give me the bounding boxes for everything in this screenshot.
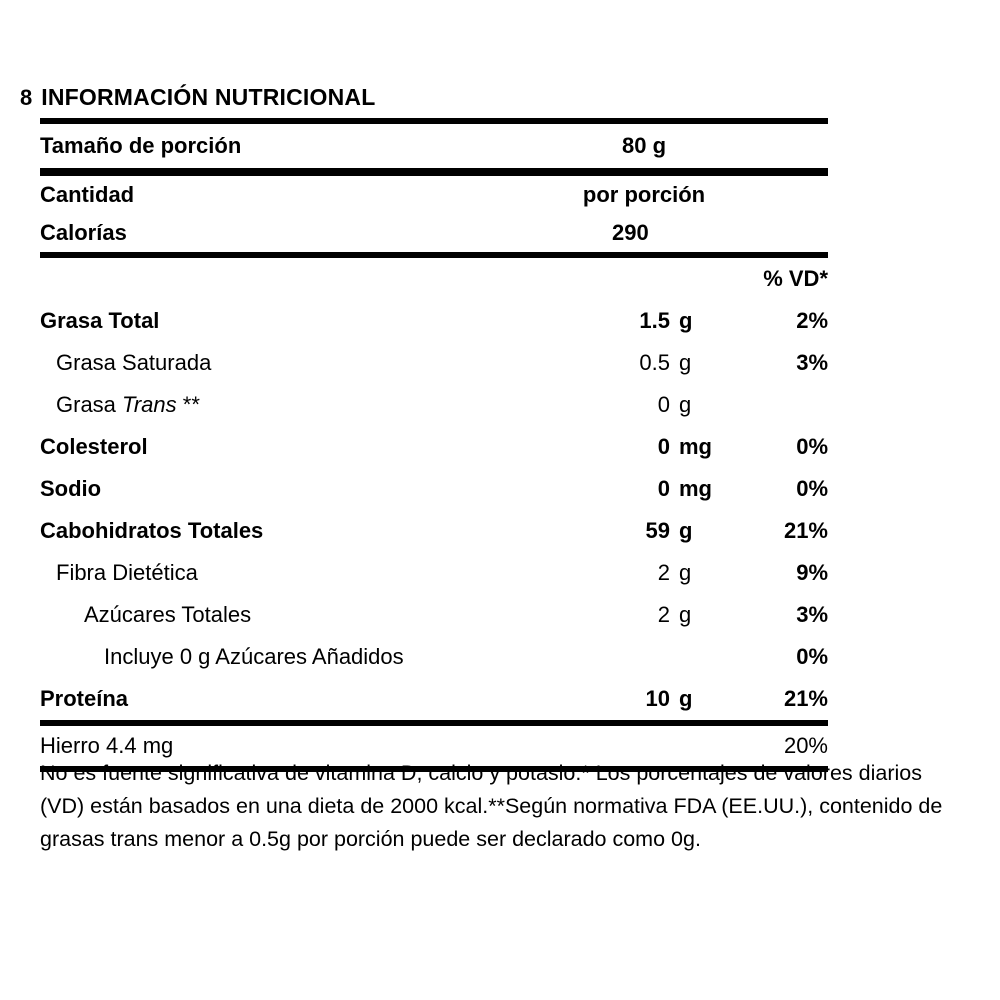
nutrient-label: Grasa Total — [40, 308, 160, 333]
nutrient-row — [40, 552, 828, 594]
calories-row — [40, 214, 828, 252]
panel-number: 8 — [20, 85, 33, 110]
nutrient-label: Grasa Trans ** — [56, 392, 200, 417]
nutrient-amount: 0 — [657, 476, 670, 501]
amount-row — [40, 176, 828, 214]
nutrient-label: Sodio — [40, 476, 102, 501]
nutrient-label: Cabohidratos Totales — [40, 518, 264, 543]
nutrient-daily-value: 3% — [796, 602, 828, 627]
nutrient-amount: 0 — [657, 392, 670, 417]
iron-dv-value: 20% — [783, 733, 828, 758]
nutrient-daily-value: 9% — [796, 560, 828, 585]
serving-size-row — [40, 124, 828, 168]
calories-value: 290 — [612, 220, 649, 245]
nutrient-daily-value: 0% — [796, 476, 828, 501]
nutrient-unit: g — [679, 602, 692, 627]
nutrient-unit: g — [679, 560, 692, 585]
nutrient-unit: g — [679, 308, 693, 333]
nutrient-amount: 1.5 — [639, 308, 670, 333]
nutrient-row — [40, 636, 828, 678]
nutrient-row — [40, 384, 828, 426]
panel-title-text: INFORMACIÓN NUTRICIONAL — [41, 84, 376, 110]
nutrition-table — [40, 118, 828, 772]
daily-value-header-row — [40, 258, 828, 300]
nutrient-row — [40, 342, 828, 384]
nutrient-row — [40, 300, 828, 342]
amount-label: Cantidad — [40, 182, 135, 207]
nutrient-label: Fibra Dietética — [56, 560, 198, 585]
nutrient-amount: 0.5 — [639, 350, 670, 375]
nutrient-row — [40, 510, 828, 552]
nutrient-amount: 2 — [657, 602, 670, 627]
nutrient-label: Incluye 0 g Azúcares Añadidos — [104, 644, 404, 669]
nutrient-row — [40, 426, 828, 468]
nutrient-amount: 59 — [645, 518, 670, 543]
footnote-text: No es fuente significativa de vitamina D, calcio y potasio.* Los porcentajes de valores diarios (VD) están basados en una dieta de 2000 kcal.**Según normativa FDA (EE.UU.), contenido de grasas trans menor a 0.5g por porción puede ser declarado como 0g. — [40, 761, 943, 851]
nutrient-label-italic: Trans — [122, 392, 177, 417]
nutrient-amount: 2 — [657, 560, 670, 585]
nutrient-rows — [40, 300, 828, 720]
nutrient-unit: g — [679, 518, 693, 543]
serving-size-label: Tamaño de porción — [40, 133, 242, 158]
panel-title — [20, 84, 376, 111]
serving-size-value: 80 g — [621, 133, 667, 158]
nutrient-label: Proteína — [40, 686, 129, 711]
nutrient-unit: g — [679, 392, 692, 417]
nutrient-daily-value: 0% — [796, 644, 828, 669]
rule-under-serving — [40, 168, 828, 176]
nutrient-daily-value: 3% — [796, 350, 828, 375]
nutrient-row — [40, 594, 828, 636]
nutrient-amount: 10 — [645, 686, 670, 711]
nutrient-unit: g — [679, 350, 692, 375]
nutrient-unit: mg — [679, 476, 712, 501]
nutrient-amount: 0 — [657, 434, 670, 459]
nutrient-daily-value: 21% — [783, 686, 828, 711]
nutrient-unit: mg — [679, 434, 712, 459]
nutrient-label: Colesterol — [40, 434, 148, 459]
amount-value: por porción — [582, 182, 706, 207]
iron-label: Hierro 4.4 mg — [40, 733, 174, 758]
daily-value-header: % VD* — [763, 266, 828, 291]
nutrient-daily-value: 2% — [796, 308, 828, 333]
nutrient-daily-value: 0% — [796, 434, 828, 459]
nutrient-daily-value: 21% — [783, 518, 828, 543]
nutrient-label: Azúcares Totales — [84, 602, 252, 627]
nutrient-label: Grasa Saturada — [56, 350, 212, 375]
nutrient-row — [40, 468, 828, 510]
nutrient-unit: g — [679, 686, 693, 711]
calories-label: Calorías — [40, 220, 127, 245]
nutrient-row — [40, 678, 828, 720]
